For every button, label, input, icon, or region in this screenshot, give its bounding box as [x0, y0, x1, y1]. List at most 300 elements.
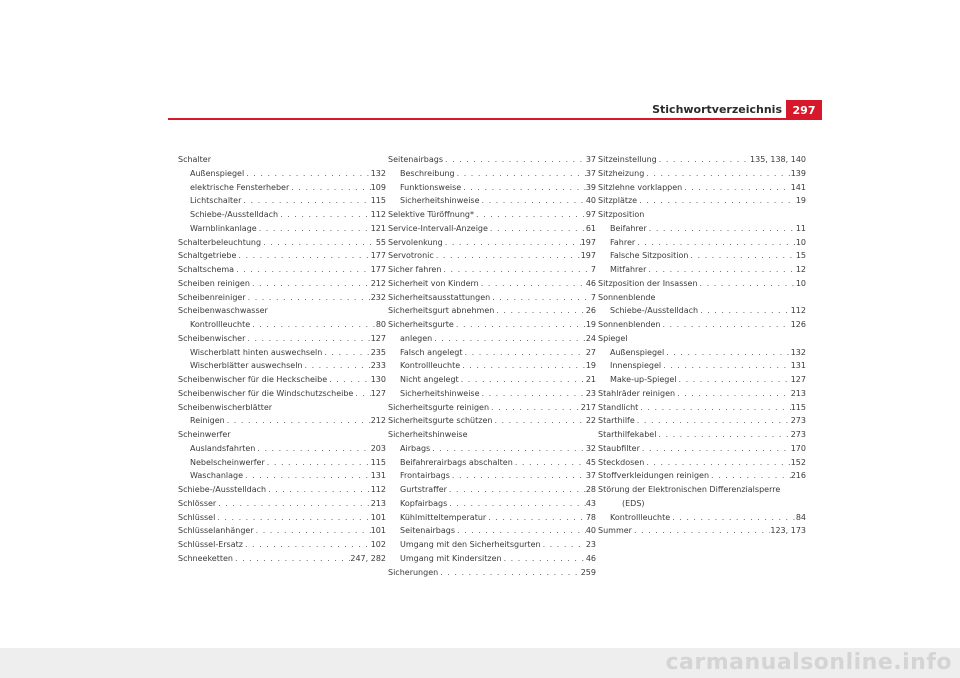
- index-entry: [598, 497, 806, 511]
- entry-term: Scheibenwischerblätter: [178, 402, 273, 412]
- dot-leader: [675, 387, 791, 401]
- dot-leader: [261, 236, 376, 250]
- entry-term: Sicherheitsgurte schützen: [388, 416, 493, 426]
- entry-term: Lichtschalter: [190, 196, 242, 206]
- dot-leader: [502, 552, 586, 566]
- entry-term: Beifahrerairbags abschalten: [400, 457, 513, 467]
- index-entry: [178, 497, 386, 511]
- entry-page: 43: [585, 498, 596, 508]
- dot-leader: [289, 181, 370, 195]
- index-entry: [388, 373, 596, 387]
- entry-term: Störung der Elektronischen Differenzialsperre: [598, 485, 781, 494]
- entry-term: Sitzlehne vorklappen: [598, 182, 683, 192]
- entry-page: 115: [370, 196, 386, 206]
- entry-page: 11: [795, 223, 806, 233]
- index-entry: [598, 428, 806, 442]
- dot-leader: [250, 277, 371, 291]
- entry-page: 28: [585, 485, 596, 494]
- index-entry: [388, 208, 596, 222]
- dot-leader: [688, 249, 795, 263]
- entry-page: 115: [370, 457, 386, 467]
- entry-term: Schalterbeleuchtung: [178, 237, 262, 247]
- entry-term: Service-Intervall-Anzeige: [388, 223, 488, 233]
- dot-leader: [480, 387, 586, 401]
- index-entry: [178, 291, 386, 305]
- entry-page: 32: [585, 443, 596, 453]
- index-entry: [598, 387, 806, 401]
- entry-page: 121: [370, 223, 386, 233]
- entry-page: 15: [795, 251, 806, 261]
- dot-leader: [486, 511, 586, 525]
- entry-page: 132: [370, 168, 386, 178]
- entry-page: 123, 173: [770, 526, 806, 536]
- entry-page: 46: [585, 553, 596, 563]
- index-entry: [178, 236, 386, 250]
- index-entry: [598, 469, 806, 483]
- index-entry: [598, 318, 806, 332]
- dot-leader: [541, 538, 586, 552]
- entry-page: 19: [585, 320, 596, 329]
- entry-page: 203: [370, 443, 386, 453]
- entry-term: Sicherheitsgurt abnehmen: [388, 306, 495, 316]
- entry-page: 233: [370, 361, 386, 371]
- dot-leader: [638, 401, 790, 415]
- index-entry: [598, 511, 806, 525]
- index-entry: [388, 332, 596, 346]
- header-rule: [168, 118, 822, 120]
- dot-leader: [443, 236, 581, 250]
- index-entry: [388, 277, 596, 291]
- entry-term: Wischerblätter auswechseln: [190, 361, 303, 371]
- entry-term: Schlüssel: [178, 512, 216, 522]
- entry-term: Sonnenblenden: [598, 320, 661, 329]
- dot-leader: [490, 291, 591, 305]
- entry-term: Kopfairbags: [400, 498, 448, 508]
- entry-page: 177: [370, 251, 386, 261]
- dot-leader: [488, 222, 586, 236]
- index-entry: [178, 263, 386, 277]
- entry-term: Warnblinkanlage: [190, 223, 257, 233]
- entry-term: Schaltschema: [178, 265, 235, 274]
- index-entry: [388, 428, 596, 442]
- dot-leader: [225, 414, 371, 428]
- entry-page: 39: [585, 182, 596, 192]
- dot-leader: [278, 208, 371, 222]
- entry-page: 101: [370, 512, 386, 522]
- entry-page: 112: [370, 210, 386, 219]
- index-entry: [178, 222, 386, 236]
- index-entry: [388, 346, 596, 360]
- index-entry: [598, 359, 806, 373]
- entry-page: 232: [370, 292, 386, 302]
- entry-term: Sicherheitshinweise: [400, 388, 480, 398]
- dot-leader: [244, 167, 371, 181]
- entry-term: (EDS): [622, 498, 645, 508]
- entry-term: Sicherheitshinweise: [388, 430, 468, 439]
- index-entry: [178, 552, 386, 566]
- entry-term: Sitzheizung: [598, 168, 645, 178]
- entry-page: 37: [585, 155, 596, 164]
- index-entry: [388, 552, 596, 566]
- index-entry: [598, 304, 806, 318]
- entry-page: 12: [795, 265, 806, 274]
- dot-leader: [677, 373, 791, 387]
- entry-term: Schaltgetriebe: [178, 251, 237, 261]
- entry-term: Spiegel: [598, 333, 628, 343]
- index-entry: [598, 456, 806, 470]
- dot-leader: [434, 249, 581, 263]
- entry-page: 27: [585, 347, 596, 357]
- index-entry: [388, 442, 596, 456]
- entry-page: 132: [790, 347, 806, 357]
- dot-leader: [246, 291, 371, 305]
- entry-page: 213: [370, 498, 386, 508]
- index-entry: [178, 483, 386, 497]
- index-entry: [178, 304, 386, 318]
- entry-page: 7: [590, 265, 596, 274]
- dot-leader: [243, 469, 371, 483]
- entry-page: 217: [580, 402, 596, 412]
- entry-term: elektrische Fensterheber: [190, 182, 290, 192]
- entry-page: 23: [585, 540, 596, 549]
- entry-term: Sitzeinstellung: [598, 155, 657, 164]
- entry-term: Selektive Türöffnung*: [388, 210, 475, 219]
- index-entry: [388, 469, 596, 483]
- index-entry: [178, 524, 386, 538]
- index-entry: [598, 222, 806, 236]
- footer-bar: [0, 648, 960, 678]
- entry-term: Seitenairbags: [400, 526, 455, 536]
- entry-term: Scheibenwischer für die Heckscheibe: [178, 375, 328, 384]
- entry-page: 216: [790, 471, 806, 481]
- entry-page: 40: [585, 526, 596, 536]
- dot-leader: [657, 153, 750, 167]
- dot-leader: [430, 442, 586, 456]
- index-entry: [178, 346, 386, 360]
- entry-page: 80: [375, 320, 386, 329]
- dot-leader: [245, 332, 370, 346]
- dot-leader: [479, 277, 586, 291]
- entry-term: Umgang mit Kindersitzen: [400, 553, 502, 563]
- entry-term: Mitfahrer: [610, 265, 647, 274]
- index-entry: [178, 387, 386, 401]
- dot-leader: [254, 524, 371, 538]
- index-entry: [598, 167, 806, 181]
- entry-page: 19: [795, 196, 806, 206]
- dot-leader: [215, 511, 370, 525]
- entry-term: Standlicht: [598, 402, 639, 412]
- index-entry: [178, 332, 386, 346]
- entry-page: 84: [795, 512, 806, 522]
- entry-term: Summer: [598, 526, 632, 536]
- entry-page: 10: [795, 237, 806, 247]
- entry-term: Nicht angelegt: [400, 375, 459, 384]
- dot-leader: [474, 208, 586, 222]
- entry-page: 21: [585, 375, 596, 384]
- dot-leader: [494, 304, 586, 318]
- entry-term: Sitzplätze: [598, 196, 638, 206]
- dot-leader: [661, 359, 791, 373]
- watermark-text: carmanualsonline.info: [665, 650, 952, 675]
- section-title: Stichwortverzeichnis: [652, 103, 782, 116]
- entry-page: 139: [790, 168, 806, 178]
- index-entry: [598, 181, 806, 195]
- index-entry: [598, 263, 806, 277]
- index-entry: [178, 428, 386, 442]
- index-entry: [178, 318, 386, 332]
- dot-leader: [637, 194, 796, 208]
- dot-leader: [450, 469, 586, 483]
- entry-term: Sicherheitsgurte reinigen: [388, 402, 490, 412]
- dot-leader: [250, 318, 376, 332]
- dot-leader: [447, 497, 586, 511]
- entry-page: 212: [370, 416, 386, 426]
- entry-term: Sicherheitshinweise: [400, 196, 480, 206]
- index-entry: [598, 524, 806, 538]
- index-entry: [388, 511, 596, 525]
- dot-leader: [492, 414, 585, 428]
- index-entry: [178, 511, 386, 525]
- entry-page: 45: [585, 457, 596, 467]
- index-entry: [598, 373, 806, 387]
- entry-term: Kontrollleuchte: [190, 320, 251, 329]
- entry-term: Servolenkung: [388, 237, 443, 247]
- dot-leader: [480, 194, 586, 208]
- entry-page: 61: [585, 223, 596, 233]
- index-entry: [388, 236, 596, 250]
- entry-page: 197: [580, 237, 596, 247]
- entry-page: 37: [585, 471, 596, 481]
- entry-term: Sicherheitsausstattungen: [388, 292, 491, 302]
- index-entry: [598, 236, 806, 250]
- dot-leader: [266, 483, 371, 497]
- dot-leader: [635, 236, 796, 250]
- entry-page: 112: [790, 306, 806, 316]
- entry-term: Kontrollleuchte: [400, 361, 461, 371]
- entry-page: 37: [585, 168, 596, 178]
- entry-term: Sicherheit von Kindern: [388, 278, 479, 288]
- entry-page: 235: [370, 347, 386, 357]
- entry-term: Servotronic: [388, 251, 434, 261]
- index-entry: [598, 249, 806, 263]
- dot-leader: [664, 346, 791, 360]
- entry-term: Außenspiegel: [610, 347, 665, 357]
- entry-term: Airbags: [400, 443, 431, 453]
- entry-term: Scheiben reinigen: [178, 278, 250, 288]
- entry-term: Scheibenwischer für die Windschutzscheibe: [178, 388, 354, 398]
- entry-page: 101: [370, 526, 386, 536]
- dot-leader: [234, 263, 371, 277]
- index-entry: [388, 414, 596, 428]
- index-entry: [178, 414, 386, 428]
- dot-leader: [656, 428, 790, 442]
- entry-term: Sitzposition: [598, 210, 645, 219]
- dot-leader: [647, 222, 796, 236]
- entry-term: Falsch angelegt: [400, 347, 463, 357]
- entry-term: Falsche Sitzposition: [610, 251, 689, 261]
- entry-term: Nebelscheinwerfer: [190, 457, 265, 467]
- index-column-1: [178, 153, 386, 566]
- index-column-2: [388, 153, 596, 579]
- index-entry: [388, 167, 596, 181]
- entry-term: Seitenairbags: [388, 155, 443, 164]
- entry-page: 273: [790, 430, 806, 439]
- index-entry: [178, 277, 386, 291]
- index-entry: [388, 483, 596, 497]
- index-entry: [598, 194, 806, 208]
- index-entry: [178, 167, 386, 181]
- index-entry: [388, 401, 596, 415]
- entry-term: Sitzposition der Insassen: [598, 278, 698, 288]
- dot-leader: [257, 222, 371, 236]
- dot-leader: [670, 511, 796, 525]
- entry-page: 97: [585, 210, 596, 219]
- entry-term: Beifahrer: [610, 223, 647, 233]
- entry-term: Scheibenreiniger: [178, 292, 246, 302]
- index-entry: [388, 566, 596, 580]
- entry-page: 115: [790, 402, 806, 412]
- index-entry: [598, 277, 806, 291]
- entry-page: 22: [585, 416, 596, 426]
- entry-term: Beschreibung: [400, 168, 455, 178]
- entry-term: Funktionsweise: [400, 182, 462, 192]
- index-entry: [178, 469, 386, 483]
- entry-term: Waschanlage: [190, 471, 244, 481]
- entry-term: Kühlmitteltemperatur: [400, 512, 487, 522]
- entry-page: 135, 138, 140: [750, 155, 806, 164]
- index-entry: [178, 456, 386, 470]
- entry-term: Gurtstraffer: [400, 485, 447, 494]
- entry-page: 273: [790, 416, 806, 426]
- index-entry: [388, 497, 596, 511]
- index-entry: [388, 194, 596, 208]
- index-entry: [598, 401, 806, 415]
- entry-term: Schlüssel-Ersatz: [178, 540, 243, 549]
- index-entry: [178, 538, 386, 552]
- dot-leader: [682, 181, 791, 195]
- entry-page: 127: [370, 388, 386, 398]
- entry-page: 109: [370, 182, 386, 192]
- entry-term: Scheibenwaschwasser: [178, 306, 268, 316]
- entry-term: Innenspiegel: [610, 361, 662, 371]
- entry-term: Sonnenblende: [598, 292, 656, 302]
- entry-page: 112: [370, 485, 386, 494]
- index-entry: [178, 401, 386, 415]
- index-entry: [178, 194, 386, 208]
- dot-leader: [709, 469, 791, 483]
- dot-leader: [698, 304, 791, 318]
- index-entry: [388, 222, 596, 236]
- dot-leader: [236, 249, 370, 263]
- entry-term: anlegen: [400, 333, 433, 343]
- dot-leader: [438, 566, 581, 580]
- index-entry: [178, 359, 386, 373]
- entry-page: 78: [585, 512, 596, 522]
- dot-leader: [216, 497, 371, 511]
- entry-page: 126: [790, 320, 806, 329]
- dot-leader: [322, 346, 370, 360]
- dot-leader: [441, 263, 590, 277]
- dot-leader: [241, 194, 370, 208]
- entry-page: 23: [585, 388, 596, 398]
- entry-page: 212: [370, 278, 386, 288]
- dot-leader: [489, 401, 581, 415]
- dot-leader: [461, 181, 586, 195]
- entry-term: Scheibenwischer: [178, 333, 246, 343]
- index-entry: [388, 524, 596, 538]
- dot-leader: [635, 414, 791, 428]
- index-entry: [388, 291, 596, 305]
- dot-leader: [640, 442, 791, 456]
- dot-leader: [513, 456, 586, 470]
- dot-leader: [644, 167, 790, 181]
- entry-page: 259: [580, 567, 596, 577]
- dot-leader: [353, 387, 370, 401]
- entry-term: Schiebe-/Ausstelldach: [610, 306, 699, 316]
- dot-leader: [644, 456, 790, 470]
- entry-page: 10: [795, 278, 806, 288]
- entry-page: 152: [790, 457, 806, 467]
- entry-term: Schlösser: [178, 498, 217, 508]
- index-entry: [598, 483, 806, 497]
- entry-term: Schlüsselanhänger: [178, 526, 254, 536]
- entry-page: 24: [585, 333, 596, 343]
- entry-term: Sicherungen: [388, 567, 439, 577]
- entry-term: Umgang mit den Sicherheitsgurten: [400, 540, 541, 549]
- entry-page: 131: [370, 471, 386, 481]
- entry-term: Make-up-Spiegel: [610, 375, 677, 384]
- index-entry: [178, 442, 386, 456]
- index-entry: [598, 346, 806, 360]
- entry-page: 46: [585, 278, 596, 288]
- entry-term: Schalter: [178, 155, 212, 164]
- dot-leader: [454, 318, 586, 332]
- dot-leader: [327, 373, 371, 387]
- entry-page: 19: [585, 361, 596, 371]
- index-entry: [178, 181, 386, 195]
- index-entry: [388, 456, 596, 470]
- entry-page: 26: [585, 306, 596, 316]
- index-entry: [598, 291, 806, 305]
- dot-leader: [455, 167, 586, 181]
- entry-page: 213: [790, 388, 806, 398]
- entry-page: 130: [370, 375, 386, 384]
- index-entry: [178, 208, 386, 222]
- dot-leader: [243, 538, 371, 552]
- dot-leader: [460, 359, 586, 373]
- entry-term: Stoffverkleidungen reinigen: [598, 471, 710, 481]
- dot-leader: [432, 332, 586, 346]
- dot-leader: [447, 483, 586, 497]
- entry-page: 55: [375, 237, 386, 247]
- entry-page: 141: [790, 182, 806, 192]
- entry-term: Staubfilter: [598, 443, 640, 453]
- entry-term: Fahrer: [610, 237, 636, 247]
- entry-page: 127: [370, 333, 386, 343]
- entry-term: Starthilfe: [598, 416, 635, 426]
- entry-page: 177: [370, 265, 386, 274]
- entry-term: Wischerblatt hinten auswechseln: [190, 347, 323, 357]
- entry-term: Sicher fahren: [388, 265, 442, 274]
- dot-leader: [660, 318, 790, 332]
- index-column-3: [598, 153, 806, 538]
- index-entry: [178, 249, 386, 263]
- entry-page: 170: [790, 443, 806, 453]
- dot-leader: [455, 524, 586, 538]
- entry-term: Sicherheitsgurte: [388, 320, 454, 329]
- index-entry: [388, 318, 596, 332]
- entry-term: Frontairbags: [400, 471, 450, 481]
